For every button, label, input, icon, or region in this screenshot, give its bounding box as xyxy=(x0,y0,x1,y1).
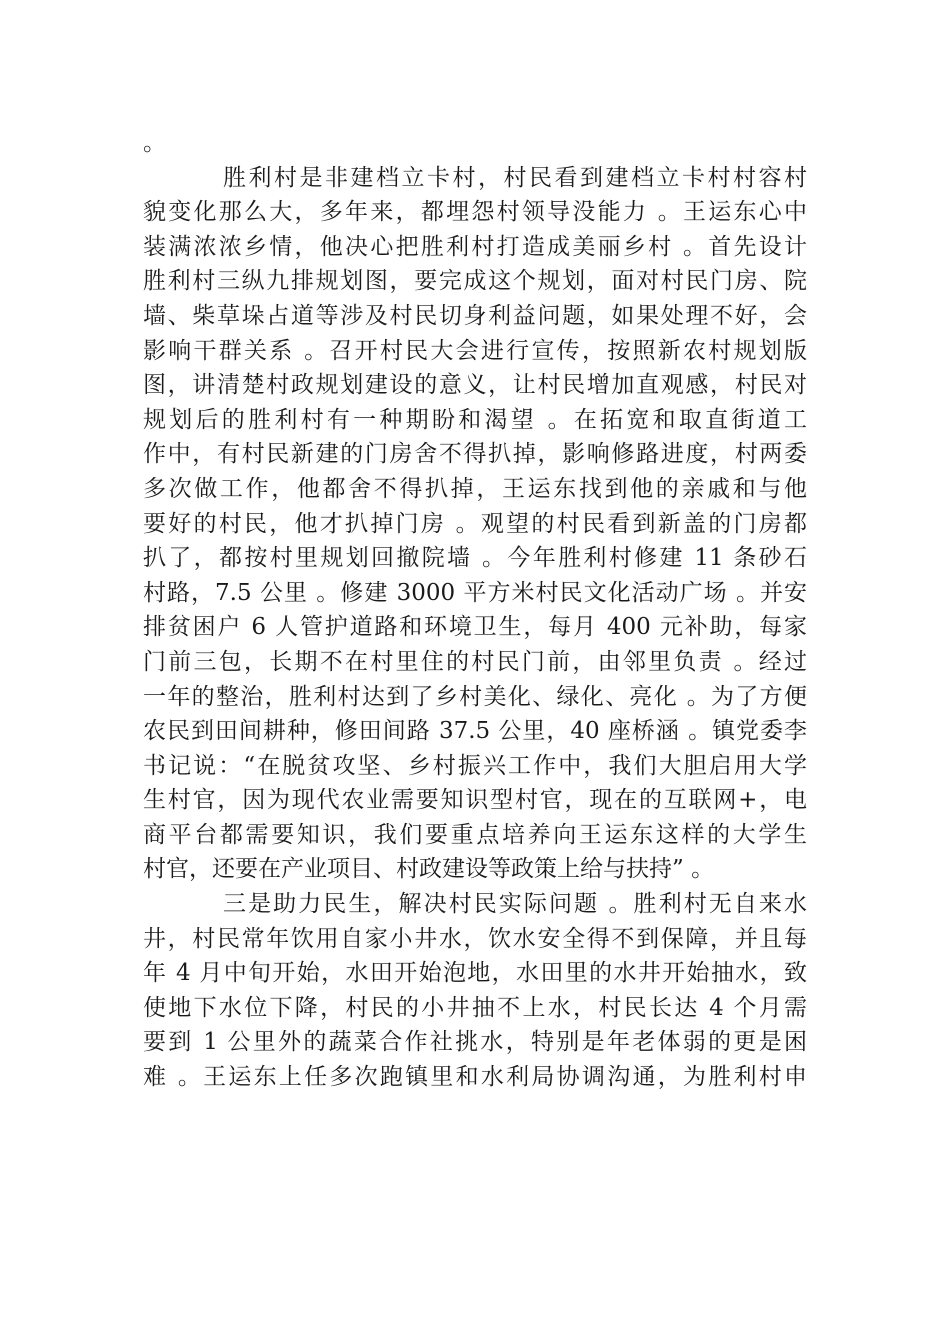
text-line: 要好的村民，他才扒掉门房 。观望的村民看到新盖的门房都 xyxy=(143,510,807,537)
text-line: 村路，7.5 公里 。修建 3000 平方米村民文化活动广场 。并安 xyxy=(143,579,807,606)
text-line: 难 。王运东上任多次跑镇里和水利局协调沟通，为胜利村申 xyxy=(143,1064,807,1091)
document-body xyxy=(143,126,807,1095)
text-line: 胜利村三纵九排规划图，要完成这个规划，面对村民门房、院 xyxy=(143,268,807,295)
text-line: 使地下水位下降，村民的小井抽不上水，村民长达 4 个月需 xyxy=(143,994,807,1021)
text-line: 年 4 月中旬开始，水田开始泡地，水田里的水井开始抽水，致 xyxy=(143,960,807,987)
text-line: 要到 1 公里外的蔬菜合作社挑水，特别是年老体弱的更是困 xyxy=(143,1029,807,1056)
text-line: 图，讲清楚村政规划建设的意义，让村民增加直观感，村民对 xyxy=(143,372,807,399)
text-line: 影响干群关系 。召开村民大会进行宣传，按照新农村规划版 xyxy=(143,337,807,364)
text-line: 规划后的胜利村有一种期盼和渴望 。在拓宽和取直街道工 xyxy=(143,406,807,433)
text-line: 三是助力民生，解决村民实际问题 。胜利村无自来水 xyxy=(223,891,807,918)
text-line: 。 xyxy=(143,130,166,156)
text-line: 书记说：“在脱贫攻坚、乡村振兴工作中，我们大胆启用大学 xyxy=(143,752,807,779)
text-line: 排贫困户 6 人管护道路和环境卫生，每月 400 元补助，每家 xyxy=(143,614,807,641)
text-line: 胜利村是非建档立卡村，村民看到建档立卡村村容村 xyxy=(223,164,807,191)
text-line: 农民到田间耕种，修田间路 37.5 公里，40 座桥涵 。镇党委李 xyxy=(143,718,807,745)
text-line: 生村官，因为现代农业需要知识型村官，现在的互联网+，电 xyxy=(143,787,807,814)
text-line: 貌变化那么大，多年来，都埋怨村领导没能力 。王运东心中 xyxy=(143,199,807,226)
text-line: 装满浓浓乡情，他决心把胜利村打造成美丽乡村 。首先设计 xyxy=(143,233,807,260)
text-line: 商平台都需要知识，我们要重点培养向王运东这样的大学生 xyxy=(143,821,807,848)
text-line: 多次做工作，他都舍不得扒掉，王运东找到他的亲戚和与他 xyxy=(143,475,807,502)
text-line: 井，村民常年饮用自家小井水，饮水安全得不到保障，并且每 xyxy=(143,925,807,952)
text-line: 门前三包，长期不在村里住的村民门前，由邻里负责 。经过 xyxy=(143,648,807,675)
text-line: 作中，有村民新建的门房舍不得扒掉，影响修路进度，村两委 xyxy=(143,441,807,468)
text-line: 一年的整治，胜利村达到了乡村美化、绿化、亮化 。为了方便 xyxy=(143,683,807,710)
text-line: 村官，还要在产业项目、村政建设等政策上给与扶持” 。 xyxy=(143,856,715,883)
text-line: 墙、柴草垛占道等涉及村民切身利益问题，如果处理不好，会 xyxy=(143,302,807,329)
text-line: 扒了，都按村里规划回撤院墙 。今年胜利村修建 11 条砂石 xyxy=(143,545,807,572)
